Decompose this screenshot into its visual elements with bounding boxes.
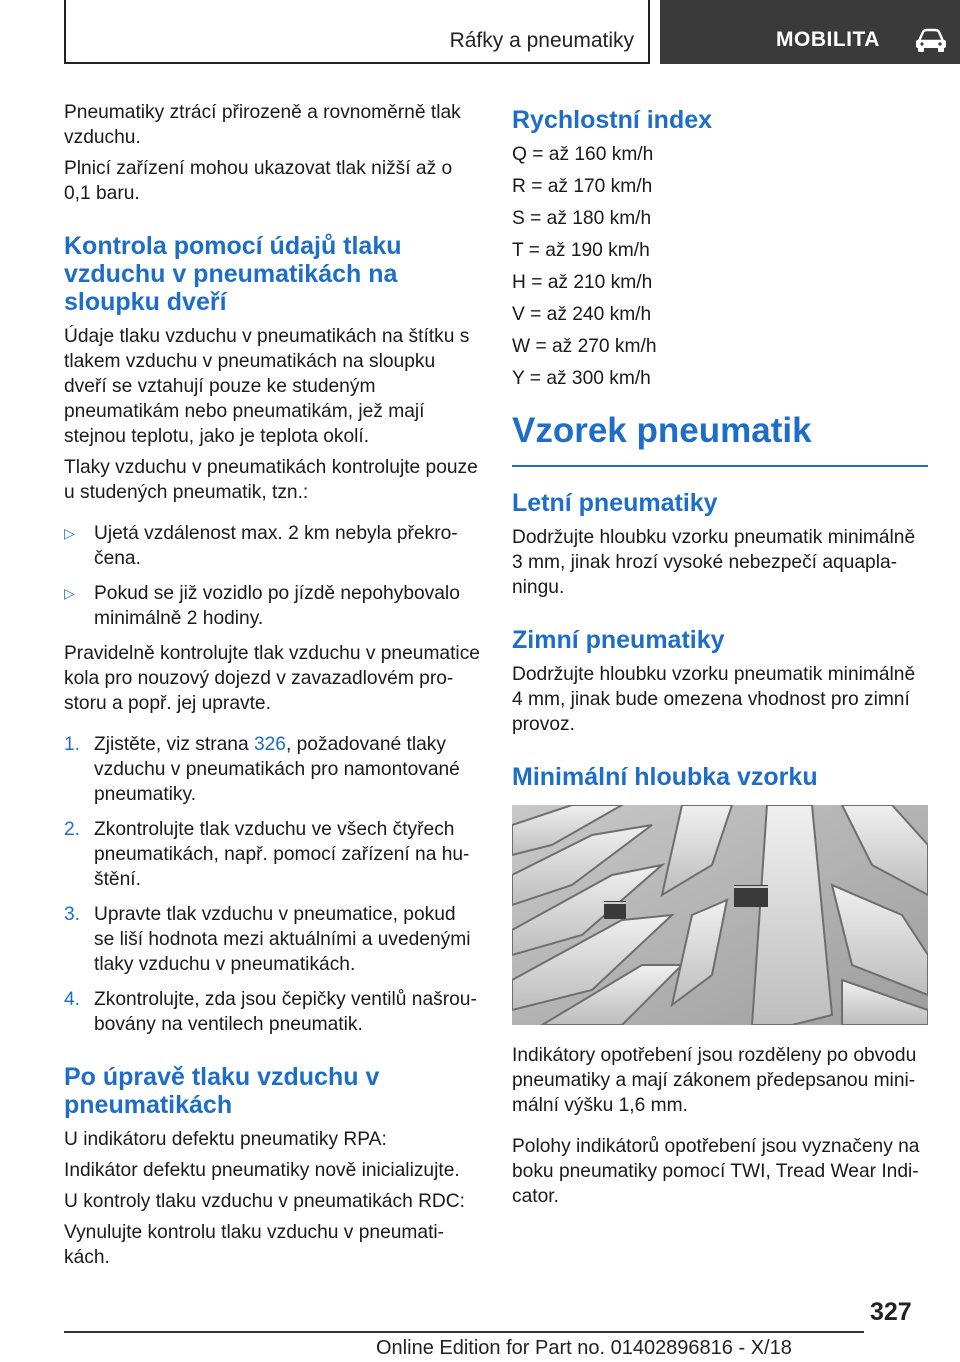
heading-door-pillar: Kontrola pomocí údajů tlaku vzduchu v pneumatikách na sloupku dveří [64,232,402,316]
min-depth-paragraph-2: Polohy indikátorů opotřebení jsou vyznačeny na boku pneumatiky pomocí TWI, Tread Wear Indicator. [512,1136,920,1207]
page-link[interactable]: 326 [253,734,286,755]
speed-row: V = až 240 km/h [512,304,652,325]
list-item [64,732,480,807]
heading-after-adjust: Po úpravě tlaku vzduchu v pneumatikách [64,1063,380,1119]
heading-tread-pattern: Vzorek pneumatik [512,411,812,450]
page-header [64,0,960,65]
step-number: 4. [64,989,81,1010]
car-icon [914,28,948,54]
speed-row: H = až 210 km/h [512,272,653,293]
after-line: U kontroly tlaku vzduchu v pneumatikách RDC: [64,1191,465,1212]
step-number: 3. [64,904,81,925]
min-depth-paragraph-1: Indikátory opotřebení jsou rozděleny po obvodu pneumatiky a mají zákonem předepsanou minimální výšku 1,6 mm. [512,1045,917,1116]
list-item [64,902,480,977]
step-text: Zkontrolujte tlak vzduchu ve všech čtyřech pneumatikách, např. pomocí zařízení na huštění. [94,819,470,890]
heading-speed-index: Rychlostní index [512,106,713,134]
left-column [64,100,480,1276]
chapter-header [660,0,960,64]
speed-row: S = až 180 km/h [512,208,652,229]
after-line: Indikátor defektu pneumatiky nově inicializujte. [64,1160,460,1181]
bullet-text: Pokud se již vozidlo po jízdě nepohybovalo minimálně 2 hodiny. [94,583,460,629]
after-line: Vynulujte kontrolu tlaku vzduchu v pneumatikách. [64,1222,445,1268]
triangle-bullet-icon: ▷ [64,585,75,601]
speed-row: Q = až 160 km/h [512,144,654,165]
spare-wheel-paragraph: Pravidelně kontrolujte tlak vzduchu v pneumatice kola pro nouzový dojezd v zavazadlovém prostoru a popř. jej upravte. [64,643,480,714]
heading-winter-tires: Zimní pneumatiky [512,626,725,654]
section-title: Ráfky a pneumatiky [449,29,634,52]
speed-row: R = až 170 km/h [512,176,653,197]
door-paragraph-1: Údaje tlaku vzduchu v pneumatikách na štítku s tlakem vzduchu v pneumatikách na sloupku dveří se vztahují pouze ke studeným pneumatikám nebo pneumatikám, jež mají stejnou teplotu, jako je teplota okolí. [64,326,470,447]
footer-edition: Online Edition for Part no. 01402896816 - X/18 [376,1337,792,1359]
heading-min-depth: Minimální hloubka vzorku [512,763,818,791]
triangle-bullet-icon: ▷ [64,525,75,541]
list-item [64,817,480,892]
chapter-title: MOBILITA [776,28,880,51]
speed-row: Y = až 300 km/h [512,368,651,389]
intro-paragraph-2: Plnicí zařízení mohou ukazovat tlak nižší až o 0,1 baru. [64,158,453,204]
heading-summer-tires: Letní pneumatiky [512,489,718,517]
speed-row: T = až 190 km/h [512,240,650,261]
intro-paragraph-1: Pneumatiky ztrácí přirozeně a rovnoměrně tlak vzduchu. [64,102,461,148]
list-item [64,581,480,631]
section-header [64,0,650,64]
step-text-tail: , požadované tlaky vzduchu v pneumatikách pro namontované pneumatiky. [94,734,460,805]
after-line: U indikátoru defektu pneumatiky RPA: [64,1129,387,1150]
bullet-text: Ujetá vzdálenost max. 2 km nebyla překročena. [94,523,458,569]
step-number: 1. [64,734,81,755]
list-item [64,521,480,571]
heading-divider [512,465,928,467]
summer-paragraph: Dodržujte hloubku vzorku pneumatik minimálně 3 mm, jinak hrozí vysoké nebezpečí aquaplaningu. [512,527,916,598]
tread-wear-indicator-image [512,805,928,1025]
winter-paragraph: Dodržujte hloubku vzorku pneumatik minimálně 4 mm, jinak bude omezena vhodnost pro zimní provoz. [512,664,916,735]
step-number: 2. [64,819,81,840]
page-number: 327 [870,1298,912,1326]
right-column [512,100,928,1215]
footer-divider [64,1331,864,1333]
step-text: Upravte tlak vzduchu v pneumatice, pokud se liší hodnota mezi aktuálními a uvedenými tlaky vzduchu v pneumatikách. [94,904,471,975]
door-paragraph-2: Tlaky vzduchu v pneumatikách kontrolujte pouze u studených pneumatik, tzn.: [64,457,478,503]
list-item [64,987,480,1037]
step-text: Zjistěte, viz strana [94,734,254,755]
speed-row: W = až 270 km/h [512,336,657,357]
step-text: Zkontrolujte, zda jsou čepičky ventilů našroubovány na ventilech pneumatik. [94,989,477,1035]
